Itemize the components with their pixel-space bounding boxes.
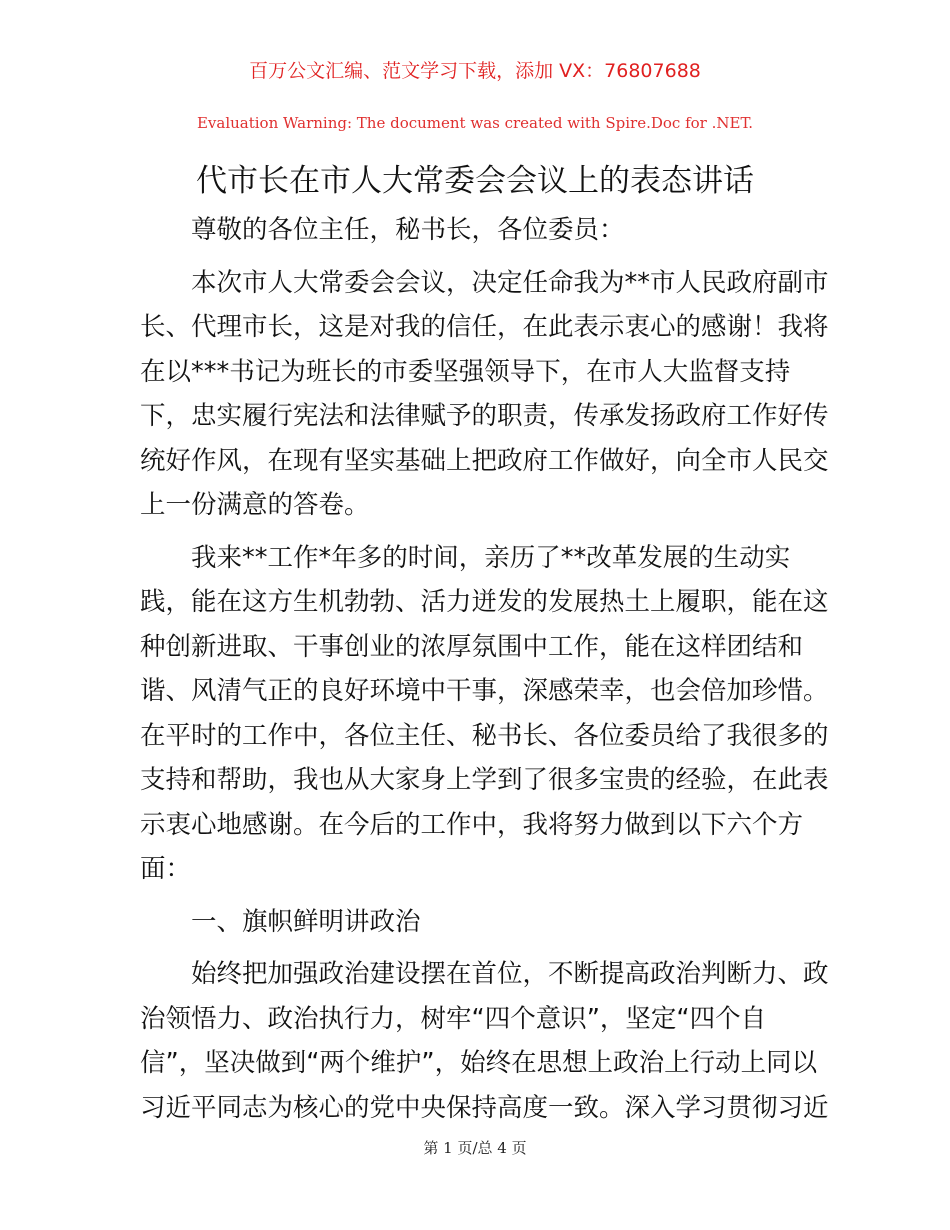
- section-heading: [140, 900, 820, 945]
- paragraph: [140, 536, 829, 892]
- text-line: 面：: [140, 854, 192, 884]
- text-line: 下，忠实履行宪法和法律赋予的职责，传承发扬政府工作好传: [140, 401, 829, 431]
- text-line: 本次市人大常委会会议，决定任命我为**市人民政府副市: [191, 267, 829, 298]
- evaluation-warning: Evaluation Warning: The document was created with Spire.Doc for .NET.: [196, 114, 754, 132]
- document-body: [140, 208, 829, 1138]
- salutation-line: 尊敬的各位主任，秘书长，各位委员：: [191, 215, 625, 245]
- text-line: 始终把加强政治建设摆在首位，不断提高政治判断力、政: [191, 959, 829, 989]
- text-line: 践，能在这方生机勃勃、活力迸发的发展热土上履职，能在这: [140, 587, 829, 617]
- text-line: 上一份满意的答卷。: [140, 490, 370, 520]
- text-line: 治领悟力、政治执行力，树牢“四个意识”，坚定“四个自: [140, 1003, 767, 1034]
- text-line: 种创新进取、干事创业的浓厚氛围中工作，能在这样团结和: [140, 631, 804, 662]
- text-line: 信”，坚决做到“两个维护”，始终在思想上政治上行动上同以: [140, 1048, 818, 1078]
- text-line: 我来**工作*年多的时间，亲历了**改革发展的生动实: [191, 542, 791, 573]
- text-line: 支持和帮助，我也从大家身上学到了很多宝贵的经验，在此表: [140, 765, 829, 795]
- page-footer: 第 1 页/总 4 页: [423, 1139, 527, 1157]
- paragraph: [140, 952, 829, 1130]
- text-line: 统好作风，在现有坚实基础上把政府工作做好，向全市人民交: [140, 445, 829, 476]
- paragraph: [140, 261, 829, 528]
- text-line: 示衷心地感谢。在今后的工作中，我将努力做到以下六个方: [140, 809, 804, 840]
- text-line: 长、代理市长，这是对我的信任，在此表示衷心的感谢！我将: [140, 312, 829, 342]
- document-title: 代市长在市人大常委会会议上的表态讲话: [196, 163, 754, 199]
- text-line: 在平时的工作中，各位主任、秘书长、各位委员给了我很多的: [140, 720, 829, 751]
- text-line: 习近平同志为核心的党中央保持高度一致。深入学习贯彻习近: [140, 1092, 829, 1123]
- text-line: 在以***书记为班长的市委坚强领导下，在市人大监督支持: [140, 356, 791, 387]
- text-line: 一、旗帜鲜明讲政治: [191, 906, 421, 937]
- promo-header: 百万公文汇编、范文学习下载，添加 VX：76807688: [249, 60, 701, 82]
- salutation: [140, 208, 820, 253]
- paragraphs: [140, 261, 829, 1131]
- text-line: 谐、风清气正的良好环境中干事，深感荣幸，也会倍加珍惜。: [140, 676, 829, 706]
